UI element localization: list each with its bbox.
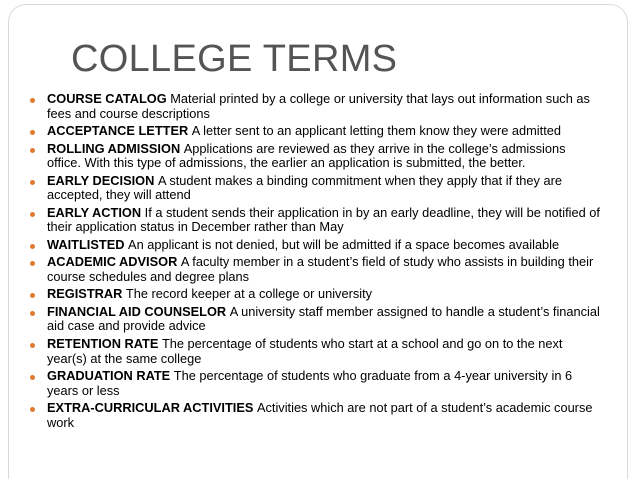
- slide-title: COLLEGE TERMS: [71, 38, 398, 80]
- bullet-icon: [30, 130, 35, 135]
- term-early-action: [30, 206, 602, 235]
- bullet-icon: [30, 343, 35, 348]
- bullet-icon: [30, 407, 35, 412]
- term-name: FINANCIAL AID COUNSELOR: [47, 303, 230, 319]
- term-acceptance-letter: [30, 124, 602, 139]
- bullet-icon: [30, 261, 35, 266]
- term-definition: A letter sent to an applicant letting them know they were admitted: [191, 123, 561, 139]
- term-name: GRADUATION RATE: [47, 368, 174, 383]
- term-early-decision: [30, 174, 602, 203]
- term-name: RETENTION RATE: [47, 335, 162, 351]
- term-extra-curricular-activities: [30, 401, 602, 430]
- term-definition: A student makes a binding commitment when they apply that if they are accepted, they will attend: [47, 172, 562, 203]
- bullet-icon: [30, 311, 35, 316]
- term-retention-rate: [30, 337, 602, 366]
- term-definition: The percentage of students who start at a school and go on to the next year(s) at the same college: [47, 335, 563, 366]
- term-name: ROLLING ADMISSION: [47, 140, 184, 156]
- term-definition: Material printed by a college or university that lays out information such as fees and course descriptions: [47, 91, 590, 121]
- terms-list: [30, 92, 602, 433]
- bullet-icon: [30, 98, 35, 103]
- term-definition: The percentage of students who graduate from a 4-year university in 6 years or less: [47, 368, 573, 398]
- term-graduation-rate: [30, 369, 602, 398]
- term-name: ACCEPTANCE LETTER: [47, 123, 192, 139]
- term-definition: Applications are reviewed as they arrive in the college’s admissions office. With this type of admissions, the earlier an application is submitted, the better.: [47, 140, 566, 171]
- bullet-icon: [30, 180, 35, 185]
- term-name: WAITLISTED: [47, 236, 129, 252]
- term-waitlisted: [30, 238, 602, 253]
- term-name: COURSE CATALOG: [47, 91, 171, 106]
- term-course-catalog: [30, 92, 602, 121]
- term-rolling-admission: [30, 142, 602, 171]
- term-registrar: [30, 287, 602, 302]
- bullet-icon: [30, 244, 35, 249]
- term-name: EXTRA-CURRICULAR ACTIVITIES: [47, 400, 257, 416]
- term-definition: A faculty member in a student’s field of study who assists in building their course schedules and degree plans: [47, 254, 594, 284]
- term-definition: An applicant is not denied, but will be admitted if a space becomes available: [128, 236, 560, 252]
- term-academic-advisor: [30, 255, 602, 284]
- bullet-icon: [30, 148, 35, 153]
- term-definition: A university staff member assigned to handle a student’s financial aid case and provide advice: [47, 303, 600, 334]
- term-financial-aid-counselor: [30, 305, 602, 334]
- term-definition: The record keeper at a college or university: [125, 286, 373, 302]
- term-name: EARLY ACTION: [47, 204, 145, 220]
- bullet-icon: [30, 212, 35, 217]
- term-definition: Activities which are not part of a student’s academic course work: [47, 400, 593, 430]
- term-name: REGISTRAR: [47, 286, 126, 302]
- term-name: ACADEMIC ADVISOR: [47, 254, 181, 270]
- term-definition: If a student sends their application in by an early deadline, they will be notified of their application status in December rather than May: [47, 204, 600, 235]
- term-name: EARLY DECISION: [47, 172, 158, 188]
- bullet-icon: [30, 375, 35, 380]
- bullet-icon: [30, 293, 35, 298]
